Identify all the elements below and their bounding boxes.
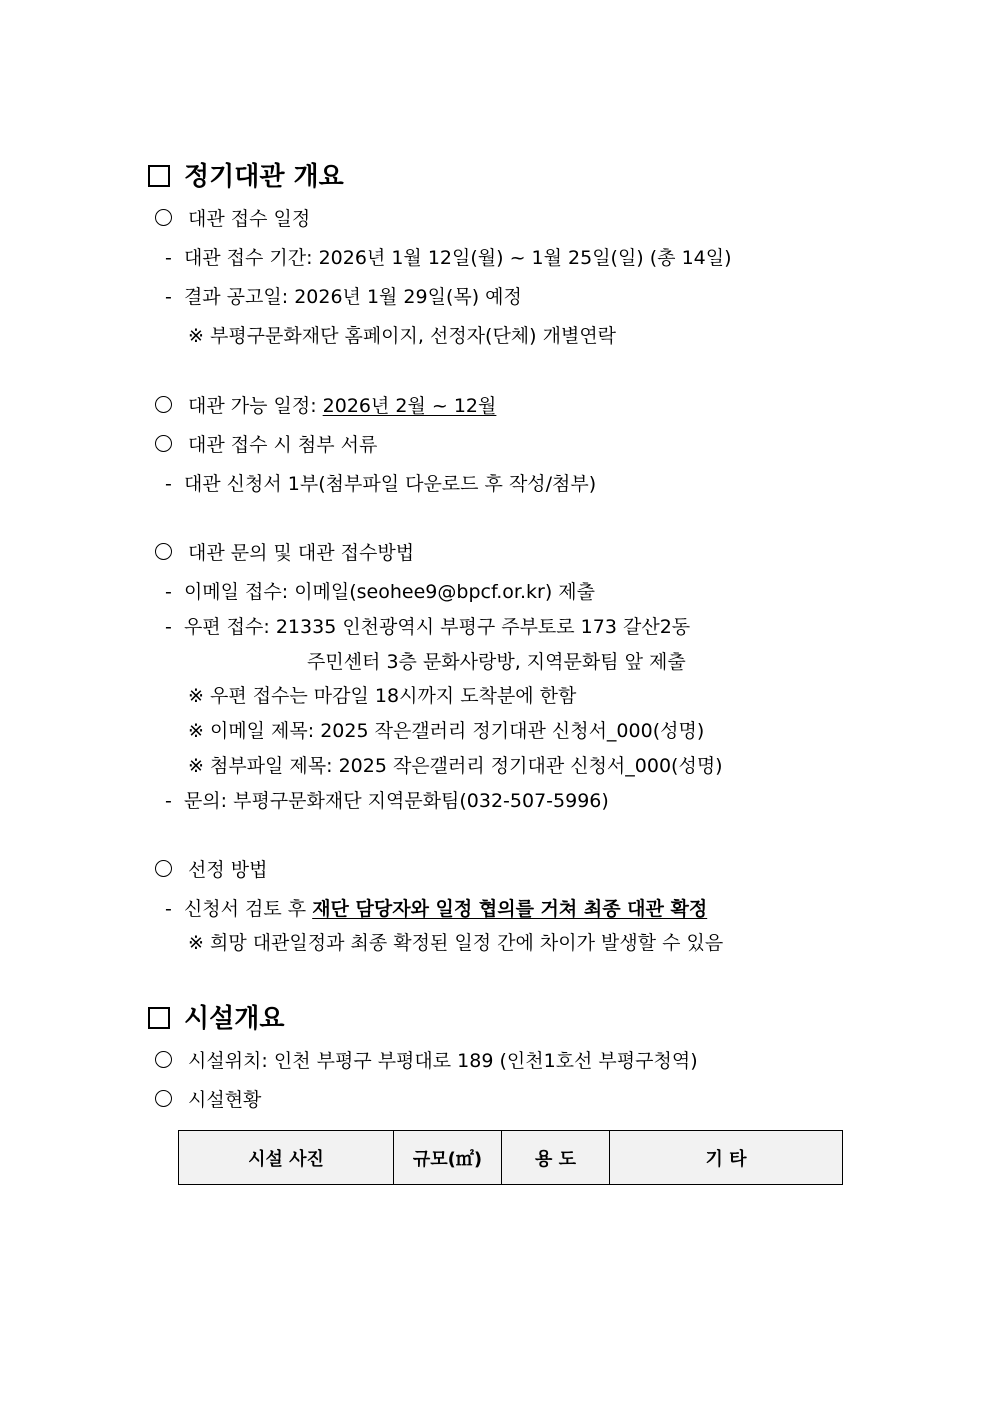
result-date: - 결과 공고일: 2026년 1월 29일(목) 예정	[165, 286, 522, 308]
dash-bullet: -	[165, 286, 184, 308]
col-size: 규모(㎡)	[394, 1131, 502, 1185]
circle-bullet-icon	[155, 396, 172, 413]
dash-bullet: -	[165, 247, 184, 269]
circle-bullet-icon	[155, 209, 172, 226]
facility-table	[178, 1130, 843, 1185]
dash-bullet: -	[165, 581, 184, 603]
post-reception: - 우편 접수: 21335 인천광역시 부평구 주부토로 173 갈산2동	[165, 616, 691, 638]
checkbox-square-icon	[148, 165, 170, 187]
documents-item: - 대관 신청서 1부(첨부파일 다운로드 후 작성/첨부)	[165, 473, 597, 495]
circle-bullet-icon	[155, 543, 172, 560]
email-subject-note: ※ 이메일 제목: 2025 작은갤러리 정기대관 신청서_000(성명)	[188, 720, 705, 742]
dash-bullet: -	[165, 616, 184, 638]
dash-bullet: -	[165, 473, 184, 495]
result-note: ※ 부평구문화재단 홈페이지, 선정자(단체) 개별연락	[188, 325, 617, 347]
facility-status-heading: 시설현황	[155, 1087, 261, 1113]
available-schedule: 대관 가능 일정: 2026년 2월 ~ 12월	[155, 393, 496, 419]
col-etc: 기 타	[610, 1131, 843, 1185]
dash-bullet: -	[165, 898, 184, 920]
selection-note: ※ 희망 대관일정과 최종 확정된 일정 간에 차이가 발생할 수 있음	[188, 932, 724, 954]
selection-emphasis: 재단 담당자와 일정 협의를 거쳐 최종 대관 확정	[312, 898, 708, 920]
section-heading-regular-rental: 정기대관 개요	[148, 160, 344, 194]
selection-item: - 신청서 검토 후 재단 담당자와 일정 협의를 거쳐 최종 대관 확정	[165, 898, 708, 920]
selection-heading: 선정 방법	[155, 857, 267, 883]
documents-heading: 대관 접수 시 첨부 서류	[155, 432, 377, 458]
available-schedule-value: 2026년 2월 ~ 12월	[322, 395, 497, 417]
col-usage: 용 도	[502, 1131, 610, 1185]
circle-bullet-icon	[155, 860, 172, 877]
circle-bullet-icon	[155, 1090, 172, 1107]
contact-info: - 문의: 부평구문화재단 지역문화팀(032-507-5996)	[165, 790, 609, 812]
email-reception: - 이메일 접수: 이메일(seohee9@bpcf.or.kr) 제출	[165, 581, 596, 603]
post-reception-line2: 주민센터 3층 문화사랑방, 지역문화팀 앞 제출	[307, 651, 686, 673]
facility-location: 시설위치: 인천 부평구 부평대로 189 (인천1호선 부평구청역)	[155, 1048, 698, 1074]
reception-period: - 대관 접수 기간: 2026년 1월 12일(월) ~ 1월 25일(일) (총 14일)	[165, 247, 732, 269]
attachment-subject-note: ※ 첨부파일 제목: 2025 작은갤러리 정기대관 신청서_000(성명)	[188, 755, 723, 777]
section-heading-facility: 시설개요	[148, 1002, 284, 1036]
col-photo: 시설 사진	[179, 1131, 394, 1185]
circle-bullet-icon	[155, 1051, 172, 1068]
post-note: ※ 우편 접수는 마감일 18시까지 도착분에 한함	[188, 685, 577, 707]
inquiry-heading: 대관 문의 및 대관 접수방법	[155, 540, 414, 566]
circle-bullet-icon	[155, 435, 172, 452]
table-header-row	[179, 1131, 843, 1185]
checkbox-square-icon	[148, 1007, 170, 1029]
schedule-heading: 대관 접수 일정	[155, 206, 310, 232]
dash-bullet: -	[165, 790, 184, 812]
